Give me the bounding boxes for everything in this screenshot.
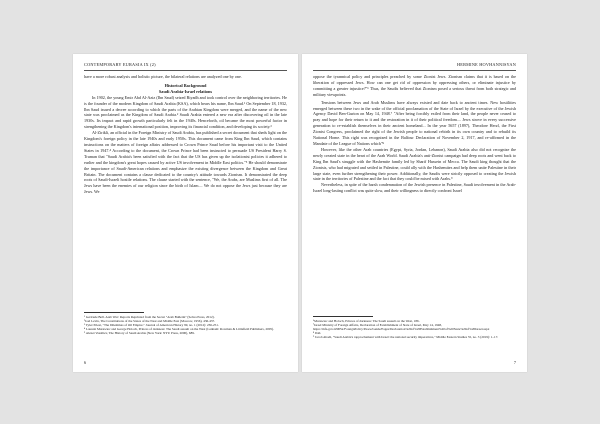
paragraph: However, like the other Arab countries (Egypt, Syria, Jordan, Lebanon), Saudi Arabia also did not recognize the newly created state in the heart of the Arab World. Saudi Arabia's anti-Zionist campaign had deep roots and went back to King Ibn Saud's struggle with the Hashemite family led by Sharif Hussein of Mecca. The Saudi king thought that the Zionists, who had migrated and settled in Palestine, could ally with the Hashemites and help them unite Palestine in their large state, even further strengthening their power. Additionally, the Saudis were strictly opposed to creating the Jewish state in the territories of Palestine and the fact that they could be mixed with Arabs.⁹ [313,146,516,182]
footnote: ⁸ Ibid. [313,330,322,335]
paragraph: oppose the tyrannical policy and principles preached by some Zionist Jews. Zionism claims that it is based on the liberation of oppressed Jews. How can one get rid of oppression by oppressing others, or eliminate injustice by committing a greater injustice?"⁶ Thus, the Saudis believed that Zionism posed a serious threat from both strategic and military viewpoints. [313,74,516,97]
author-name: HERMINE HOVHANNISYAN [456,62,516,67]
footnote-rule [84,312,144,313]
journal-title: CONTEMPORARY EURASIA IX (2) [84,62,156,67]
footnotes [84,312,287,335]
left-page [73,54,298,372]
footnote: ³ Tyler Priest, "The Dilemmas of Oil Empire." Journal of American History 99, no. 1 (2012): 236-251. [84,322,219,327]
footnote: ⁶Murawiec and Holoch, Princes of darkness: The Saudi assault on the West, 186. [313,318,420,323]
footnote: ²Joel Levin, The Constitutions of the States of the Near and Middle East (Moscow, 1956), 436-437. [84,318,216,323]
footnote: ⁵ Alexei Vassiliev, The History of Saudi Arabia (New York: NYU Press, 2000), 689. [84,331,195,336]
paragraph: Tensions between Jews and Arab Muslims have always existed and date back to ancient times. New hostilities emerged between these two in the wake of the official proclamation of the State of Israel by the executive of the Jewish Agency David Ben-Gurion on May 14, 1948.⁷ "After being forcibly exiled from their land, the people never ceased to pray and hope for their return to it and the restoration in it of their political freedom.... Jews strove in every successive generation to re-establish themselves in their ancient homeland... In the year 5657 (1897), Theodore Herzl, the First Zionist Congress, proclaimed the right of the Jewish people to national rebirth in its own country and to rebuild its National Home. This right was recognized in the Balfour Declaration of November 2, 1917, and re-affirmed in the Mandate of the League of Nations which"⁸ [313,99,516,146]
footnotes [313,316,516,339]
running-head [84,62,287,71]
footnote: ⁷Israel Ministry of Foreign Affairs, Declaration of Establishment of State of Israel, May 14, 1948, [313,322,442,327]
footnote-url: https://mfa.gov.il/MFA/ForeignPolicy/Peace/Guide/Pages/Declaration%20of%20Establishment%20of%20State%20of%20Israel.aspx [313,326,490,331]
footnote: ⁴ Laurent Murawiec and George Holoch, Princes of darkness: The Saudi assault on the West (Lanham: Rowman & Littlefield Publishers, 2005). [84,326,274,331]
paragraph: In 1902, the young Emir Abd Al-Aziz (Ibn Saud) seized Riyadh and took control over the neighboring territories. He is the founder of the modern Kingdom of Saudi Arabia (KSA), which bears his name, Ibn Saud.¹ On September 18, 1932, Ibn Saud issued a decree according to which the parts of the Arabian Kingdom were merged, and the name of the new state was proclaimed as the Kingdom of Saudi Arabia.² Saudi Arabia entered a new era after discovering oil in the late 1930s. Its impact and rapid growth particularly felt in the 1940s. Henceforth, oil became the most powerful factor in strengthening the Kingdom's international position, improving its financial condition, and developing its society.³ [84,94,287,130]
footnote-rule [313,316,373,317]
paragraph: Al-Zirikli, an official in the Foreign Ministry of Saudi Arabia, has published a secret document that sheds light on the Kingdom's foreign policy in the late 1940s and early 1950s. This document came from King Ibn Saud, which contains instructions on the matters of foreign affairs addressed to Crown Prince Saud before his important visit to the United States in 1947.⁴ According to the document, the Crown Prince had been instructed to persuade US President Harry S. Truman that "Saudi Arabia's been satisfied with the fact that the US has given up the isolationist policies it adhered to earlier and the kingdom's great hopes caused by active US involvement in Middle East politics."⁵ He should demonstrate the importance of Saudi-American relations and emphasize the existing divergence between the Kingdom and Great Britain. The document contains a clause dedicated to the country's attitude towards Zionism. It demonstrated the deep roots of Saudi-Israeli hostile relations. The clause started with the sentence, "We, the Arabs, are Muslims first of all. The Jews have been the enemies of our religion since the birth of Islam.... We do not oppose the Jews just because they are Jews. We [84,130,287,195]
subsection-heading: Saudi Arabia-Israel relations [158,88,213,94]
paragraph: Nevertheless, in spite of the harsh condemnation of the Jewish presence in Palestine, Saudi involvement in the Arab-Israel long-lasting conflict was quite slow, and their willingness to directly confront Israel [313,182,516,194]
footnote: ¹ Gertrude Bell. Arab War: Reports Reprinted from the Secret "Arab Bulletin" (Selwa Press, 2012). [84,314,215,319]
page-number: 6 [84,360,87,365]
right-page [302,54,527,372]
running-head [313,62,516,71]
section-heading: Historical Background [164,82,207,88]
right-body-text [313,74,516,194]
page-number: 7 [513,360,516,365]
footnote: ⁹ Jacob Abadi, "Saudi Arabia's rapprochement with Israel: the national security imperatives," Middle Eastern Studies 55, no. 3 (2019): 1–17. [313,335,499,340]
left-body-text [84,74,287,195]
paragraph: have a more robust analysis and holistic picture, the bilateral relations are analyzed one by one. [84,74,242,79]
